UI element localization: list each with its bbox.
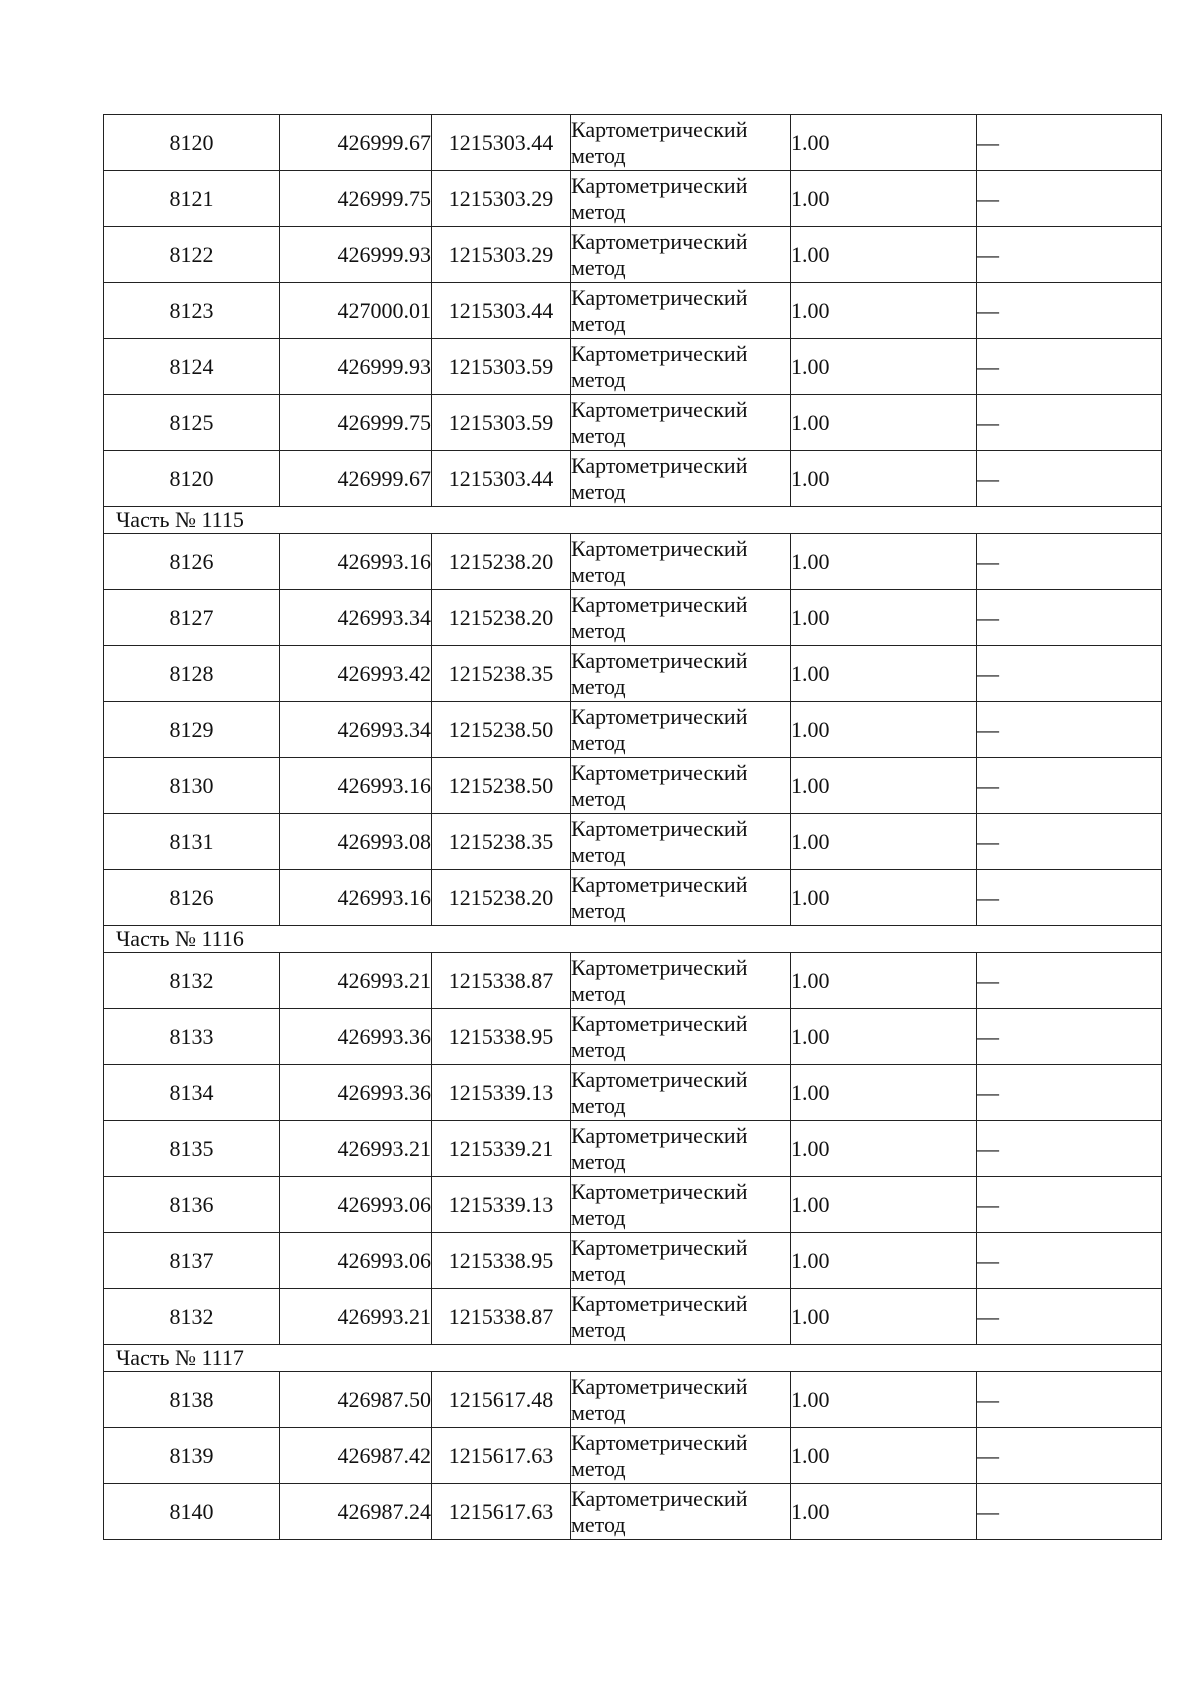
- point-number-cell: 8129: [104, 702, 280, 758]
- part-label: Часть № 1116: [104, 926, 1162, 953]
- description-cell: [977, 1233, 1162, 1289]
- accuracy-cell: 1.00: [791, 283, 977, 339]
- accuracy-cell: 1.00: [791, 1372, 977, 1428]
- method-line-1: Картометрический: [571, 703, 748, 729]
- point-number-cell: 8132: [104, 953, 280, 1009]
- method-line-2: метод: [571, 673, 626, 699]
- method-cell: [571, 590, 791, 646]
- dash-mark: —: [977, 409, 999, 435]
- description-cell: [977, 1289, 1162, 1345]
- method-line-1: Картометрический: [571, 759, 748, 785]
- method-cell: [571, 1121, 791, 1177]
- description-cell: [977, 1065, 1162, 1121]
- x-coordinate-cell: 427000.01: [280, 283, 432, 339]
- table-row: [104, 283, 1162, 339]
- x-coordinate-cell: 426993.06: [280, 1233, 432, 1289]
- table-row: [104, 227, 1162, 283]
- method-cell: [571, 1065, 791, 1121]
- x-coordinate-cell: 426987.50: [280, 1372, 432, 1428]
- description-cell: [977, 590, 1162, 646]
- x-coordinate-cell: 426987.42: [280, 1428, 432, 1484]
- table-row: [104, 1065, 1162, 1121]
- method-line-2: метод: [571, 1260, 626, 1286]
- dash-mark: —: [977, 772, 999, 798]
- dash-mark: —: [977, 465, 999, 491]
- accuracy-cell: 1.00: [791, 758, 977, 814]
- method-cell: [571, 395, 791, 451]
- table-row: [104, 1177, 1162, 1233]
- point-number-cell: 8139: [104, 1428, 280, 1484]
- method-cell: [571, 1484, 791, 1540]
- method-line-1: Картометрический: [571, 591, 748, 617]
- accuracy-cell: 1.00: [791, 814, 977, 870]
- method-cell: [571, 171, 791, 227]
- method-line-1: Картометрический: [571, 1122, 748, 1148]
- table-row: [104, 1289, 1162, 1345]
- accuracy-cell: 1.00: [791, 115, 977, 171]
- method-line-1: Картометрический: [571, 535, 748, 561]
- y-coordinate-cell: 1215303.29: [432, 171, 571, 227]
- part-header-row: [104, 507, 1162, 534]
- point-number-cell: 8120: [104, 115, 280, 171]
- y-coordinate-cell: 1215303.29: [432, 227, 571, 283]
- x-coordinate-cell: 426993.21: [280, 1121, 432, 1177]
- description-cell: [977, 870, 1162, 926]
- dash-mark: —: [977, 1023, 999, 1049]
- table-row: [104, 1233, 1162, 1289]
- accuracy-cell: 1.00: [791, 339, 977, 395]
- y-coordinate-cell: 1215339.13: [432, 1177, 571, 1233]
- x-coordinate-cell: 426993.08: [280, 814, 432, 870]
- accuracy-cell: 1.00: [791, 395, 977, 451]
- y-coordinate-cell: 1215617.63: [432, 1428, 571, 1484]
- method-cell: [571, 1009, 791, 1065]
- y-coordinate-cell: 1215238.20: [432, 534, 571, 590]
- x-coordinate-cell: 426999.75: [280, 171, 432, 227]
- point-number-cell: 8121: [104, 171, 280, 227]
- point-number-cell: 8136: [104, 1177, 280, 1233]
- point-number-cell: 8137: [104, 1233, 280, 1289]
- x-coordinate-cell: 426999.75: [280, 395, 432, 451]
- table-row: [104, 451, 1162, 507]
- description-cell: [977, 953, 1162, 1009]
- table-row: [104, 1121, 1162, 1177]
- x-coordinate-cell: 426993.06: [280, 1177, 432, 1233]
- method-cell: [571, 115, 791, 171]
- y-coordinate-cell: 1215338.87: [432, 1289, 571, 1345]
- dash-mark: —: [977, 1135, 999, 1161]
- accuracy-cell: 1.00: [791, 1177, 977, 1233]
- description-cell: [977, 1428, 1162, 1484]
- description-cell: [977, 534, 1162, 590]
- x-coordinate-cell: 426999.93: [280, 339, 432, 395]
- method-line-2: метод: [571, 617, 626, 643]
- point-number-cell: 8135: [104, 1121, 280, 1177]
- method-line-2: метод: [571, 1036, 626, 1062]
- accuracy-cell: 1.00: [791, 1121, 977, 1177]
- dash-mark: —: [977, 1498, 999, 1524]
- method-line-1: Картометрический: [571, 815, 748, 841]
- table-row: [104, 590, 1162, 646]
- point-number-cell: 8132: [104, 1289, 280, 1345]
- accuracy-cell: 1.00: [791, 953, 977, 1009]
- dash-mark: —: [977, 185, 999, 211]
- method-line-2: метод: [571, 310, 626, 336]
- description-cell: [977, 339, 1162, 395]
- accuracy-cell: 1.00: [791, 1428, 977, 1484]
- accuracy-cell: 1.00: [791, 1233, 977, 1289]
- method-line-2: метод: [571, 478, 626, 504]
- method-line-2: метод: [571, 254, 626, 280]
- method-line-2: метод: [571, 142, 626, 168]
- method-line-1: Картометрический: [571, 1485, 748, 1511]
- method-line-2: метод: [571, 1511, 626, 1537]
- point-number-cell: 8128: [104, 646, 280, 702]
- method-cell: [571, 1428, 791, 1484]
- method-cell: [571, 534, 791, 590]
- x-coordinate-cell: 426999.93: [280, 227, 432, 283]
- table-row: [104, 870, 1162, 926]
- method-cell: [571, 702, 791, 758]
- method-cell: [571, 646, 791, 702]
- point-number-cell: 8130: [104, 758, 280, 814]
- point-number-cell: 8123: [104, 283, 280, 339]
- dash-mark: —: [977, 967, 999, 993]
- table-row: [104, 814, 1162, 870]
- method-cell: [571, 227, 791, 283]
- x-coordinate-cell: 426993.21: [280, 1289, 432, 1345]
- accuracy-cell: 1.00: [791, 1484, 977, 1540]
- part-header-row: [104, 1345, 1162, 1372]
- coordinates-table: [103, 114, 1162, 1540]
- dash-mark: —: [977, 1079, 999, 1105]
- method-cell: [571, 283, 791, 339]
- method-line-1: Картометрический: [571, 1178, 748, 1204]
- point-number-cell: 8127: [104, 590, 280, 646]
- point-number-cell: 8120: [104, 451, 280, 507]
- method-cell: [571, 1177, 791, 1233]
- y-coordinate-cell: 1215338.95: [432, 1233, 571, 1289]
- table-row: [104, 646, 1162, 702]
- table-row: [104, 1484, 1162, 1540]
- method-cell: [571, 814, 791, 870]
- accuracy-cell: 1.00: [791, 1009, 977, 1065]
- accuracy-cell: 1.00: [791, 646, 977, 702]
- accuracy-cell: 1.00: [791, 1289, 977, 1345]
- method-line-1: Картометрический: [571, 1373, 748, 1399]
- part-label: Часть № 1115: [104, 507, 1162, 534]
- table-row: [104, 171, 1162, 227]
- dash-mark: —: [977, 828, 999, 854]
- dash-mark: —: [977, 716, 999, 742]
- description-cell: [977, 1484, 1162, 1540]
- method-line-1: Картометрический: [571, 1066, 748, 1092]
- dash-mark: —: [977, 1191, 999, 1217]
- y-coordinate-cell: 1215617.48: [432, 1372, 571, 1428]
- y-coordinate-cell: 1215303.44: [432, 115, 571, 171]
- point-number-cell: 8126: [104, 534, 280, 590]
- accuracy-cell: 1.00: [791, 451, 977, 507]
- x-coordinate-cell: 426987.24: [280, 1484, 432, 1540]
- method-line-1: Картометрический: [571, 396, 748, 422]
- method-line-2: метод: [571, 366, 626, 392]
- dash-mark: —: [977, 604, 999, 630]
- method-line-2: метод: [571, 422, 626, 448]
- dash-mark: —: [977, 1386, 999, 1412]
- dash-mark: —: [977, 1442, 999, 1468]
- point-number-cell: 8131: [104, 814, 280, 870]
- table-row: [104, 953, 1162, 1009]
- point-number-cell: 8134: [104, 1065, 280, 1121]
- accuracy-cell: 1.00: [791, 870, 977, 926]
- x-coordinate-cell: 426993.34: [280, 702, 432, 758]
- x-coordinate-cell: 426993.16: [280, 870, 432, 926]
- method-cell: [571, 451, 791, 507]
- table-row: [104, 115, 1162, 171]
- method-cell: [571, 1372, 791, 1428]
- accuracy-cell: 1.00: [791, 702, 977, 758]
- dash-mark: —: [977, 884, 999, 910]
- coordinates-table-body: [104, 115, 1162, 1540]
- x-coordinate-cell: 426993.34: [280, 590, 432, 646]
- method-line-1: Картометрический: [571, 452, 748, 478]
- description-cell: [977, 1177, 1162, 1233]
- accuracy-cell: 1.00: [791, 1065, 977, 1121]
- x-coordinate-cell: 426993.36: [280, 1009, 432, 1065]
- dash-mark: —: [977, 129, 999, 155]
- method-line-1: Картометрический: [571, 172, 748, 198]
- x-coordinate-cell: 426993.21: [280, 953, 432, 1009]
- method-line-1: Картометрический: [571, 340, 748, 366]
- method-line-2: метод: [571, 980, 626, 1006]
- method-line-2: метод: [571, 1455, 626, 1481]
- method-line-1: Картометрический: [571, 1429, 748, 1455]
- dash-mark: —: [977, 297, 999, 323]
- point-number-cell: 8122: [104, 227, 280, 283]
- point-number-cell: 8140: [104, 1484, 280, 1540]
- y-coordinate-cell: 1215238.20: [432, 870, 571, 926]
- description-cell: [977, 1372, 1162, 1428]
- method-line-2: метод: [571, 1316, 626, 1342]
- y-coordinate-cell: 1215238.35: [432, 814, 571, 870]
- description-cell: [977, 283, 1162, 339]
- y-coordinate-cell: 1215339.13: [432, 1065, 571, 1121]
- method-line-1: Картометрический: [571, 284, 748, 310]
- dash-mark: —: [977, 1247, 999, 1273]
- accuracy-cell: 1.00: [791, 171, 977, 227]
- method-cell: [571, 758, 791, 814]
- description-cell: [977, 758, 1162, 814]
- dash-mark: —: [977, 1303, 999, 1329]
- description-cell: [977, 395, 1162, 451]
- x-coordinate-cell: 426993.42: [280, 646, 432, 702]
- method-cell: [571, 1233, 791, 1289]
- method-line-2: метод: [571, 1399, 626, 1425]
- description-cell: [977, 1009, 1162, 1065]
- accuracy-cell: 1.00: [791, 227, 977, 283]
- method-line-1: Картометрический: [571, 1290, 748, 1316]
- y-coordinate-cell: 1215303.59: [432, 339, 571, 395]
- y-coordinate-cell: 1215238.50: [432, 758, 571, 814]
- x-coordinate-cell: 426999.67: [280, 451, 432, 507]
- method-cell: [571, 339, 791, 395]
- description-cell: [977, 1121, 1162, 1177]
- method-cell: [571, 1289, 791, 1345]
- method-line-1: Картометрический: [571, 954, 748, 980]
- point-number-cell: 8138: [104, 1372, 280, 1428]
- accuracy-cell: 1.00: [791, 590, 977, 646]
- table-row: [104, 702, 1162, 758]
- method-line-1: Картометрический: [571, 228, 748, 254]
- method-line-2: метод: [571, 841, 626, 867]
- y-coordinate-cell: 1215338.87: [432, 953, 571, 1009]
- table-row: [104, 339, 1162, 395]
- x-coordinate-cell: 426999.67: [280, 115, 432, 171]
- table-row: [104, 395, 1162, 451]
- method-line-1: Картометрический: [571, 116, 748, 142]
- x-coordinate-cell: 426993.16: [280, 534, 432, 590]
- y-coordinate-cell: 1215339.21: [432, 1121, 571, 1177]
- method-line-2: метод: [571, 897, 626, 923]
- y-coordinate-cell: 1215238.35: [432, 646, 571, 702]
- y-coordinate-cell: 1215303.44: [432, 283, 571, 339]
- point-number-cell: 8126: [104, 870, 280, 926]
- x-coordinate-cell: 426993.36: [280, 1065, 432, 1121]
- x-coordinate-cell: 426993.16: [280, 758, 432, 814]
- point-number-cell: 8124: [104, 339, 280, 395]
- method-cell: [571, 953, 791, 1009]
- method-line-2: метод: [571, 198, 626, 224]
- method-line-2: метод: [571, 729, 626, 755]
- y-coordinate-cell: 1215338.95: [432, 1009, 571, 1065]
- y-coordinate-cell: 1215303.44: [432, 451, 571, 507]
- method-cell: [571, 870, 791, 926]
- y-coordinate-cell: 1215617.63: [432, 1484, 571, 1540]
- description-cell: [977, 171, 1162, 227]
- description-cell: [977, 646, 1162, 702]
- method-line-1: Картометрический: [571, 1010, 748, 1036]
- method-line-2: метод: [571, 1148, 626, 1174]
- method-line-2: метод: [571, 1092, 626, 1118]
- table-row: [104, 758, 1162, 814]
- table-row: [104, 1372, 1162, 1428]
- method-line-1: Картометрический: [571, 871, 748, 897]
- description-cell: [977, 227, 1162, 283]
- dash-mark: —: [977, 353, 999, 379]
- table-row: [104, 1428, 1162, 1484]
- table-row: [104, 534, 1162, 590]
- point-number-cell: 8133: [104, 1009, 280, 1065]
- point-number-cell: 8125: [104, 395, 280, 451]
- method-line-1: Картометрический: [571, 1234, 748, 1260]
- dash-mark: —: [977, 660, 999, 686]
- part-label: Часть № 1117: [104, 1345, 1162, 1372]
- dash-mark: —: [977, 241, 999, 267]
- description-cell: [977, 814, 1162, 870]
- y-coordinate-cell: 1215303.59: [432, 395, 571, 451]
- part-header-row: [104, 926, 1162, 953]
- description-cell: [977, 451, 1162, 507]
- table-row: [104, 1009, 1162, 1065]
- description-cell: [977, 115, 1162, 171]
- description-cell: [977, 702, 1162, 758]
- method-line-2: метод: [571, 785, 626, 811]
- y-coordinate-cell: 1215238.50: [432, 702, 571, 758]
- y-coordinate-cell: 1215238.20: [432, 590, 571, 646]
- method-line-2: метод: [571, 561, 626, 587]
- method-line-2: метод: [571, 1204, 626, 1230]
- accuracy-cell: 1.00: [791, 534, 977, 590]
- method-line-1: Картометрический: [571, 647, 748, 673]
- dash-mark: —: [977, 548, 999, 574]
